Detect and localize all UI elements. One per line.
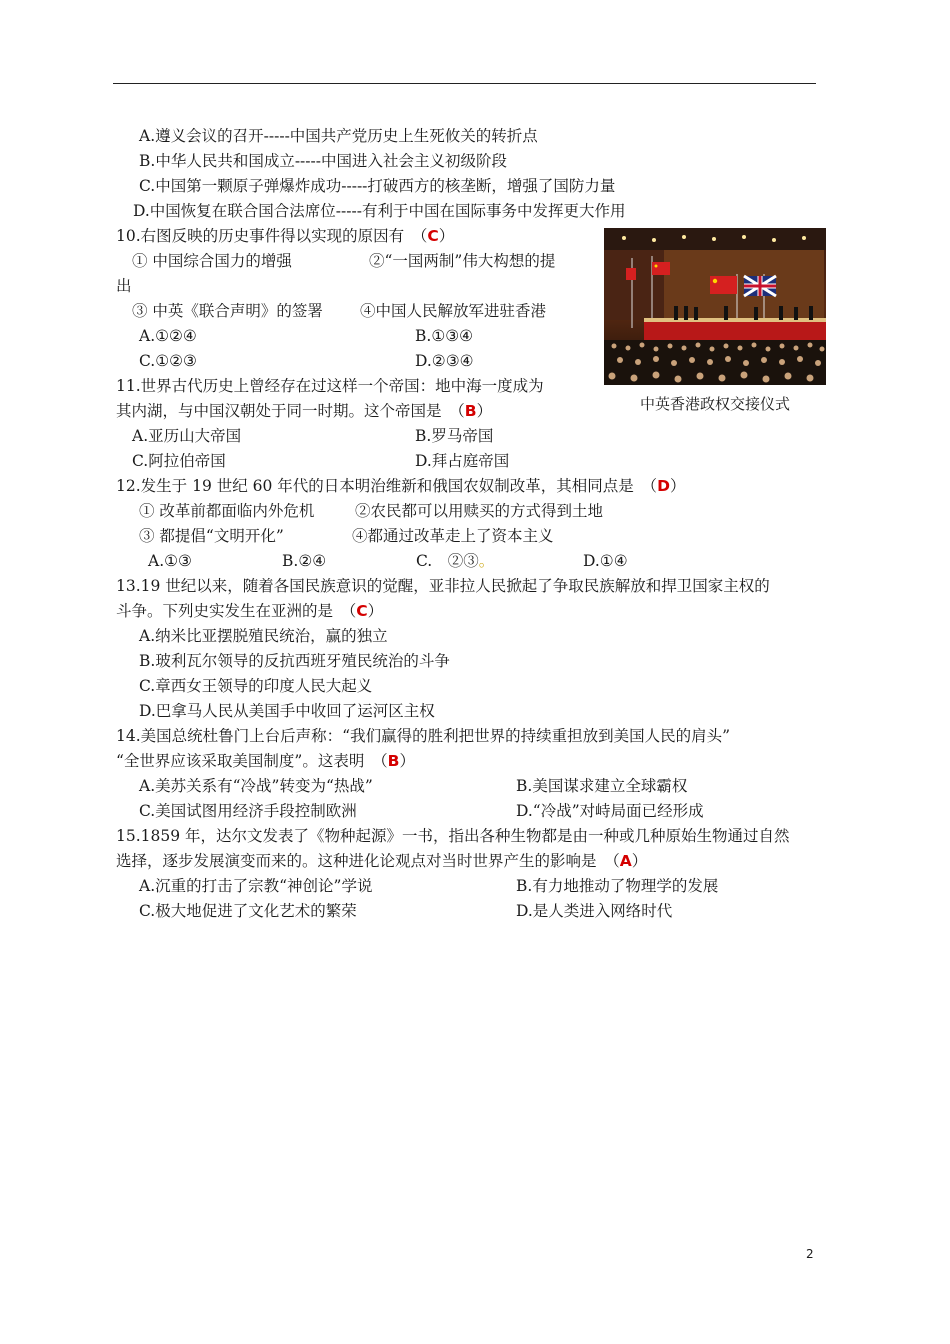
q9-option-b: B.中华人民共和国成立-----中国进入社会主义初级阶段 xyxy=(139,152,508,170)
q10-item-2-cont: 出 xyxy=(116,277,132,295)
q12-close: ） xyxy=(669,477,686,495)
q12-option-d: D.①④ xyxy=(583,552,628,570)
q12-option-c xyxy=(416,551,494,571)
q13-stem-text: 斗争。下列史实发生在亚洲的是 （ xyxy=(116,602,357,620)
q11-close: ） xyxy=(476,402,493,420)
q15-option-d: D.是人类进入网络时代 xyxy=(516,902,673,920)
q15-stem-line1: 15.1859 年，达尔文发表了《物种起源》一书，指出各种生物都是由一种或几种原始生物通过自然 xyxy=(116,827,790,845)
q10-stem xyxy=(116,226,454,246)
q14-option-d: D.“冷战”对峙局面已经形成 xyxy=(516,802,704,820)
q11-answer: B xyxy=(464,402,477,420)
q13-option-d: D.巴拿马人民从美国手中收回了运河区主权 xyxy=(139,702,435,720)
hong-kong-handover-photo xyxy=(604,228,826,385)
q15-close: ） xyxy=(631,852,648,870)
q13-stem-line1: 13.19 世纪以来，随着各国民族意识的觉醒，亚非拉人民掀起了争取民族解放和捍卫国家主权的 xyxy=(116,577,770,595)
header-rule xyxy=(113,83,816,84)
q12-option-c-text: C. ②③ xyxy=(416,552,479,570)
q11-stem-line2 xyxy=(116,401,492,421)
q15-option-c: C.极大地促进了文化艺术的繁荣 xyxy=(139,902,357,920)
q15-option-a: A.沉重的打击了宗教“神创论”学说 xyxy=(139,877,373,895)
q9-option-c: C.中国第一颗原子弹爆炸成功-----打破西方的核垄断，增强了国防力量 xyxy=(139,177,616,195)
q12-stem xyxy=(116,476,685,496)
q11-stem-text: 其内湖，与中国汉朝处于同一时期。这个帝国是 （ xyxy=(116,402,465,420)
q10-option-a: A.①②④ xyxy=(139,327,197,345)
q11-stem-line1: 11.世界古代历史上曾经存在过这样一个帝国：地中海一度成为 xyxy=(116,377,544,395)
q10-option-d: D.②③④ xyxy=(415,352,474,370)
q10-close: ） xyxy=(438,227,455,245)
q12-item-3: ③ 都提倡“文明开化” xyxy=(139,527,284,545)
page-number: 2 xyxy=(806,1247,814,1261)
q14-stem-line1: 14.美国总统杜鲁门上台后声称：“我们赢得的胜利把世界的持续重担放到美国人民的肩头” xyxy=(116,727,731,745)
figure-caption: 中英香港政权交接仪式 xyxy=(639,395,790,413)
q10-item-1: ① 中国综合国力的增强 xyxy=(132,252,292,270)
q13-close: ） xyxy=(367,602,384,620)
q12-stem-text: 12.发生于 19 世纪 60 年代的日本明治维新和俄国农奴制改革，其相同点是 （ xyxy=(116,477,658,495)
q13-stem-line2 xyxy=(116,601,383,621)
q14-answer: B xyxy=(387,752,400,770)
q14-option-b: B.美国谋求建立全球霸权 xyxy=(516,777,688,795)
q12-item-2: ②农民都可以用赎买的方式得到土地 xyxy=(355,502,604,520)
q11-option-a: A.亚历山大帝国 xyxy=(132,427,242,445)
q12-option-a: A.①③ xyxy=(148,552,192,570)
q12-item-4: ④都通过改革走上了资本主义 xyxy=(352,527,554,545)
q15-stem-line2 xyxy=(116,851,647,871)
q12-option-c-mark: 。 xyxy=(478,552,495,570)
q14-close: ） xyxy=(399,752,415,770)
q10-option-b: B.①③④ xyxy=(415,327,474,345)
q11-option-b: B.罗马帝国 xyxy=(415,427,494,445)
handover-ceremony-image xyxy=(604,228,826,385)
q11-option-d: D.拜占庭帝国 xyxy=(415,452,510,470)
q12-answer: D xyxy=(657,477,670,495)
q12-option-b: B.②④ xyxy=(282,552,327,570)
q14-stem-line2 xyxy=(116,751,415,771)
q15-stem-text: 选择，逐步发展演变而来的。这种进化论观点对当时世界产生的影响是 （ xyxy=(116,852,620,870)
q10-answer: C xyxy=(427,227,439,245)
q14-option-a: A.美苏关系有“冷战”转变为“热战” xyxy=(139,777,373,795)
q12-item-1: ① 改革前都面临内外危机 xyxy=(139,502,315,520)
q10-item-2: ②“一国两制”伟大构想的提 xyxy=(369,252,556,270)
q10-stem-text: 10.右图反映的历史事件得以实现的原因有 （ xyxy=(116,227,428,245)
q15-option-b: B.有力地推动了物理学的发展 xyxy=(516,877,719,895)
q9-option-d: D.中国恢复在联合国合法席位-----有利于中国在国际事务中发挥更大作用 xyxy=(133,202,626,220)
q13-answer: C xyxy=(356,602,368,620)
q13-option-c: C.章西女王领导的印度人民大起义 xyxy=(139,677,373,695)
q14-stem-text: “全世界应该采取美国制度”。这表明 （ xyxy=(116,752,388,770)
q10-item-4: ④中国人民解放军进驻香港 xyxy=(360,302,547,320)
q10-item-3: ③ 中英《联合声明》的签署 xyxy=(132,302,323,320)
q14-option-c: C.美国试图用经济手段控制欧洲 xyxy=(139,802,357,820)
q10-option-c: C.①②③ xyxy=(139,352,197,370)
q13-option-b: B.玻利瓦尔领导的反抗西班牙殖民统治的斗争 xyxy=(139,652,450,670)
q13-option-a: A.纳米比亚摆脱殖民统治，赢的独立 xyxy=(139,627,388,645)
q15-answer: A xyxy=(619,852,632,870)
q11-option-c: C.阿拉伯帝国 xyxy=(132,452,226,470)
q9-option-a: A.遵义会议的召开-----中国共产党历史上生死攸关的转折点 xyxy=(139,127,538,145)
